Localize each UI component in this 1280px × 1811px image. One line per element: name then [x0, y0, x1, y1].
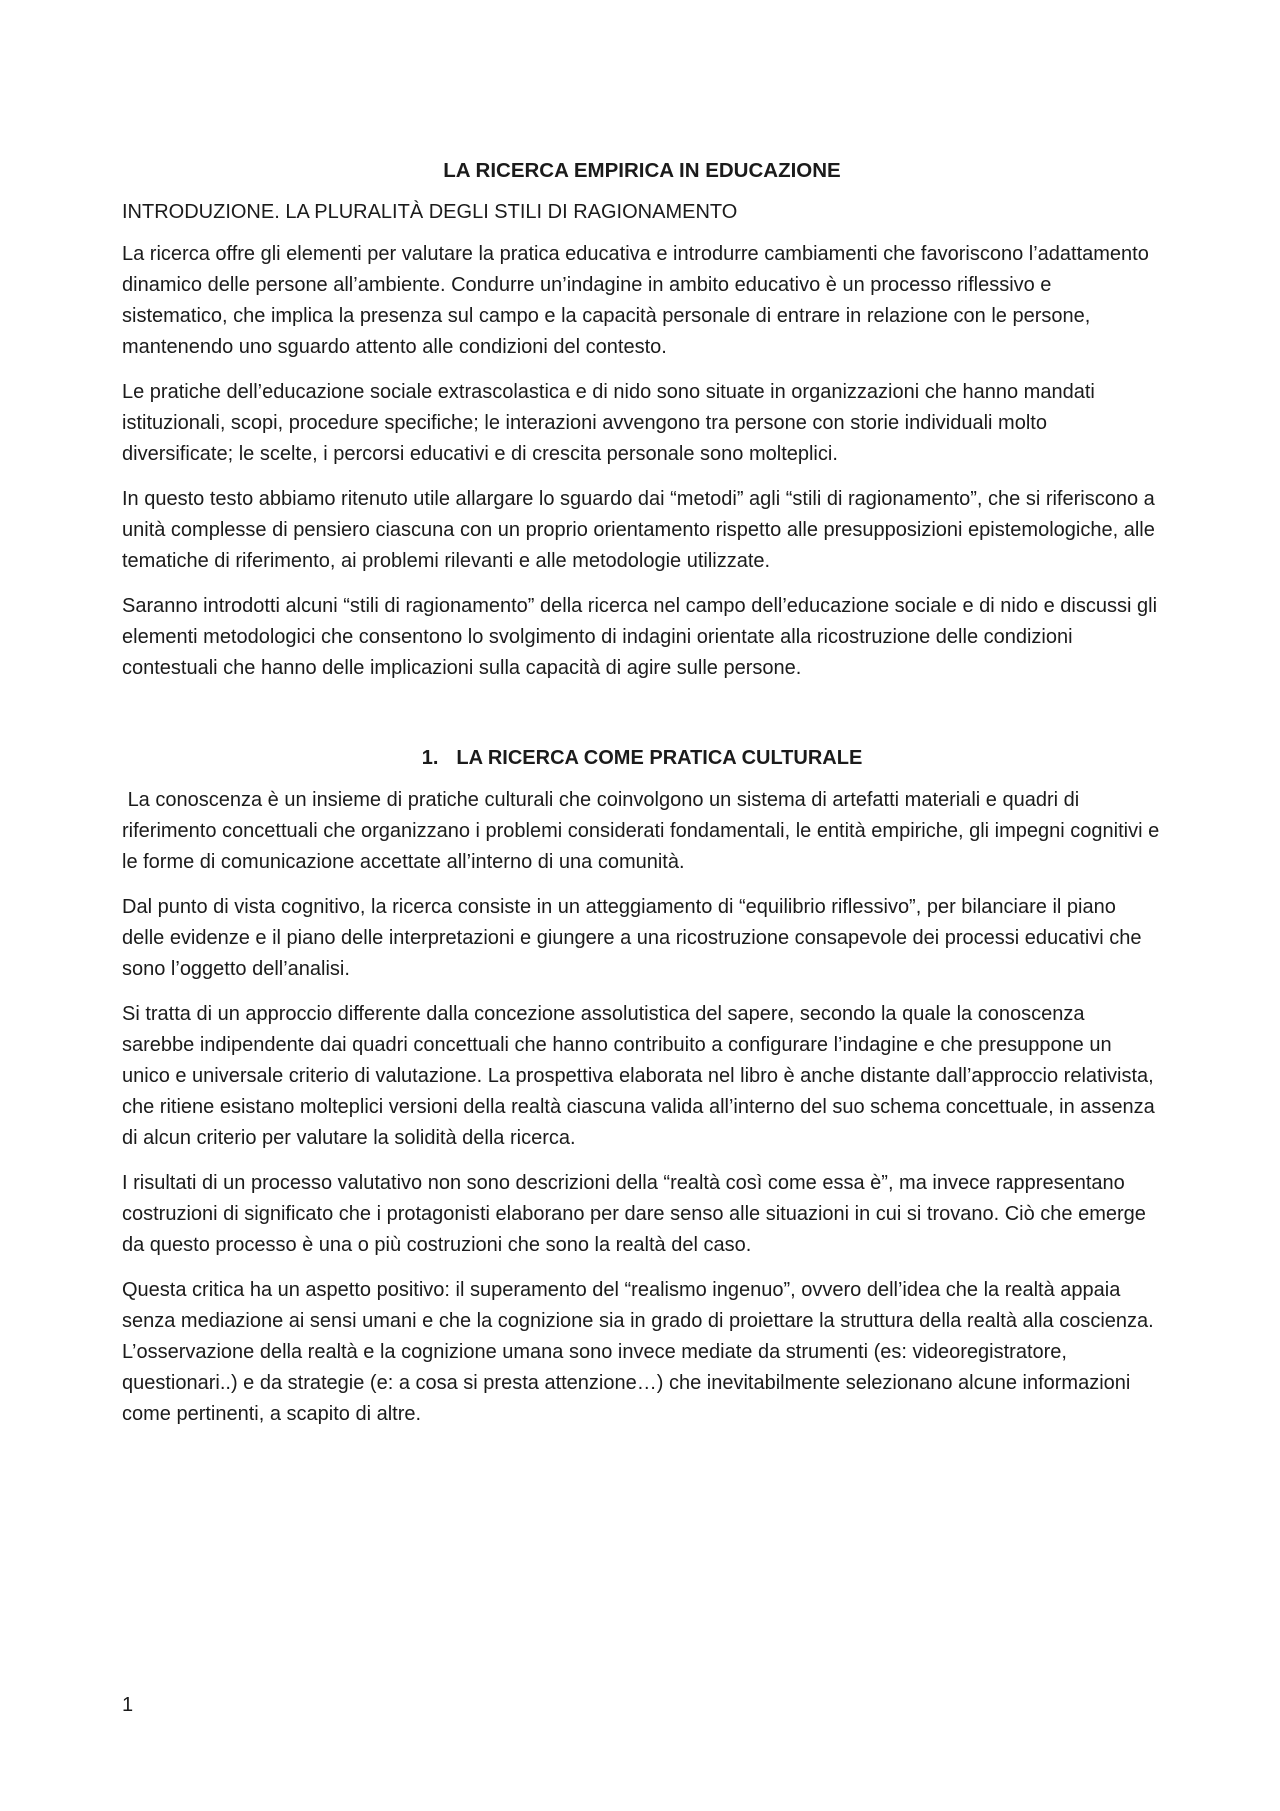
section-1-title: LA RICERCA COME PRATICA CULTURALE [456, 747, 863, 769]
section-1-paragraph-2: Dal punto di vista cognitivo, la ricerca consiste in un atteggiamento di “equilibrio riflessivo”, per bilanciare il piano delle evidenze e il piano delle interpretazioni e giungere a una ricostruzione consapevole dei processi educativi che sono l’oggetto dell’analisi. [122, 896, 1142, 980]
page-number: 1 [122, 1694, 134, 1716]
page-content [122, 155, 1165, 1444]
section-1-number: 1. [421, 747, 439, 769]
document-title: LA RICERCA EMPIRICA IN EDUCAZIONE [443, 159, 841, 182]
intro-paragraph-3: In questo testo abbiamo ritenuto utile allargare lo sguardo dai “metodi” agli “stili di ragionamento”, che si riferiscono a unità complesse di pensiero ciascuna con un proprio orientamento rispetto alle presupposizioni epistemologiche, alle tematiche di riferimento, ai problemi rilevanti e alle metodologie utilizzate. [122, 488, 1155, 572]
section-1-paragraph-3: Si tratta di un approccio differente dalla concezione assolutistica del sapere, secondo la quale la conoscenza sarebbe indipendente dai quadri concettuali che hanno contribuito a configurare l’indagine e che presuppone un unico e universale criterio di valutazione. La prospettiva elaborata nel libro è anche distante dall’approccio relativista, che ritiene esistano molteplici versioni della realtà ciascuna valida all’interno del suo schema concettuale, in assenza di alcun criterio per valutare la solidità della ricerca. [122, 1003, 1155, 1149]
intro-paragraph-1: La ricerca offre gli elementi per valutare la pratica educativa e introdurre cambiamenti che favoriscono l’adattamento dinamico delle persone all’ambiente. Condurre un’indagine in ambito educativo è un processo riflessivo e sistematico, che implica la presenza sul campo e la capacità personale di entrare in relazione con le persone, mantenendo uno sguardo attento alle condizioni del contesto. [122, 243, 1149, 358]
intro-paragraph-2: Le pratiche dell’educazione sociale extrascolastica e di nido sono situate in organizzazioni che hanno mandati istituzionali, scopi, procedure specifiche; le interazioni avvengono tra persone con storie individuali molto diversificate; le scelte, i percorsi educativi e di crescita personale sono molteplici. [122, 381, 1095, 465]
section-1-paragraph-1: La conoscenza è un insieme di pratiche culturali che coinvolgono un sistema di artefatti materiali e quadri di riferimento concettuali che organizzano i problemi considerati fondamentali, le entità empiriche, gli impegni cognitivi e le forme di comunicazione accettate all’interno di una comunità. [122, 789, 1165, 873]
section-1-paragraph-4: I risultati di un processo valutativo non sono descrizioni della “realtà così come essa è”, ma invece rappresentano costruzioni di significato che i protagonisti elaborano per dare senso alle situazioni in cui si trovano. Ciò che emerge da questo processo è una o più costruzioni che sono la realtà del caso. [122, 1172, 1146, 1256]
intro-paragraph-4: Saranno introdotti alcuni “stili di ragionamento” della ricerca nel campo dell’educazione sociale e di nido e discussi gli elementi metodologici che consentono lo svolgimento di indagini orientate alla ricostruzione delle condizioni contestuali che hanno delle implicazioni sulla capacità di agire sulle persone. [122, 595, 1158, 679]
intro-heading: INTRODUZIONE. LA PLURALITÀ DEGLI STILI DI RAGIONAMENTO [122, 201, 738, 223]
section-1-paragraph-5: Questa critica ha un aspetto positivo: il superamento del “realismo ingenuo”, ovvero dell’idea che la realtà appaia senza mediazione ai sensi umani e che la cognizione sia in grado di proiettare la struttura della realtà alla coscienza. L’osservazione della realtà e la cognizione umana sono invece mediate da strumenti (es: videoregistratore, questionari..) e da strategie (e: a cosa si presta attenzione…) che inevitabilmente selezionano alcune informazioni come pertinenti, a scapito di altre. [122, 1279, 1154, 1425]
section-1-heading [122, 743, 1162, 774]
